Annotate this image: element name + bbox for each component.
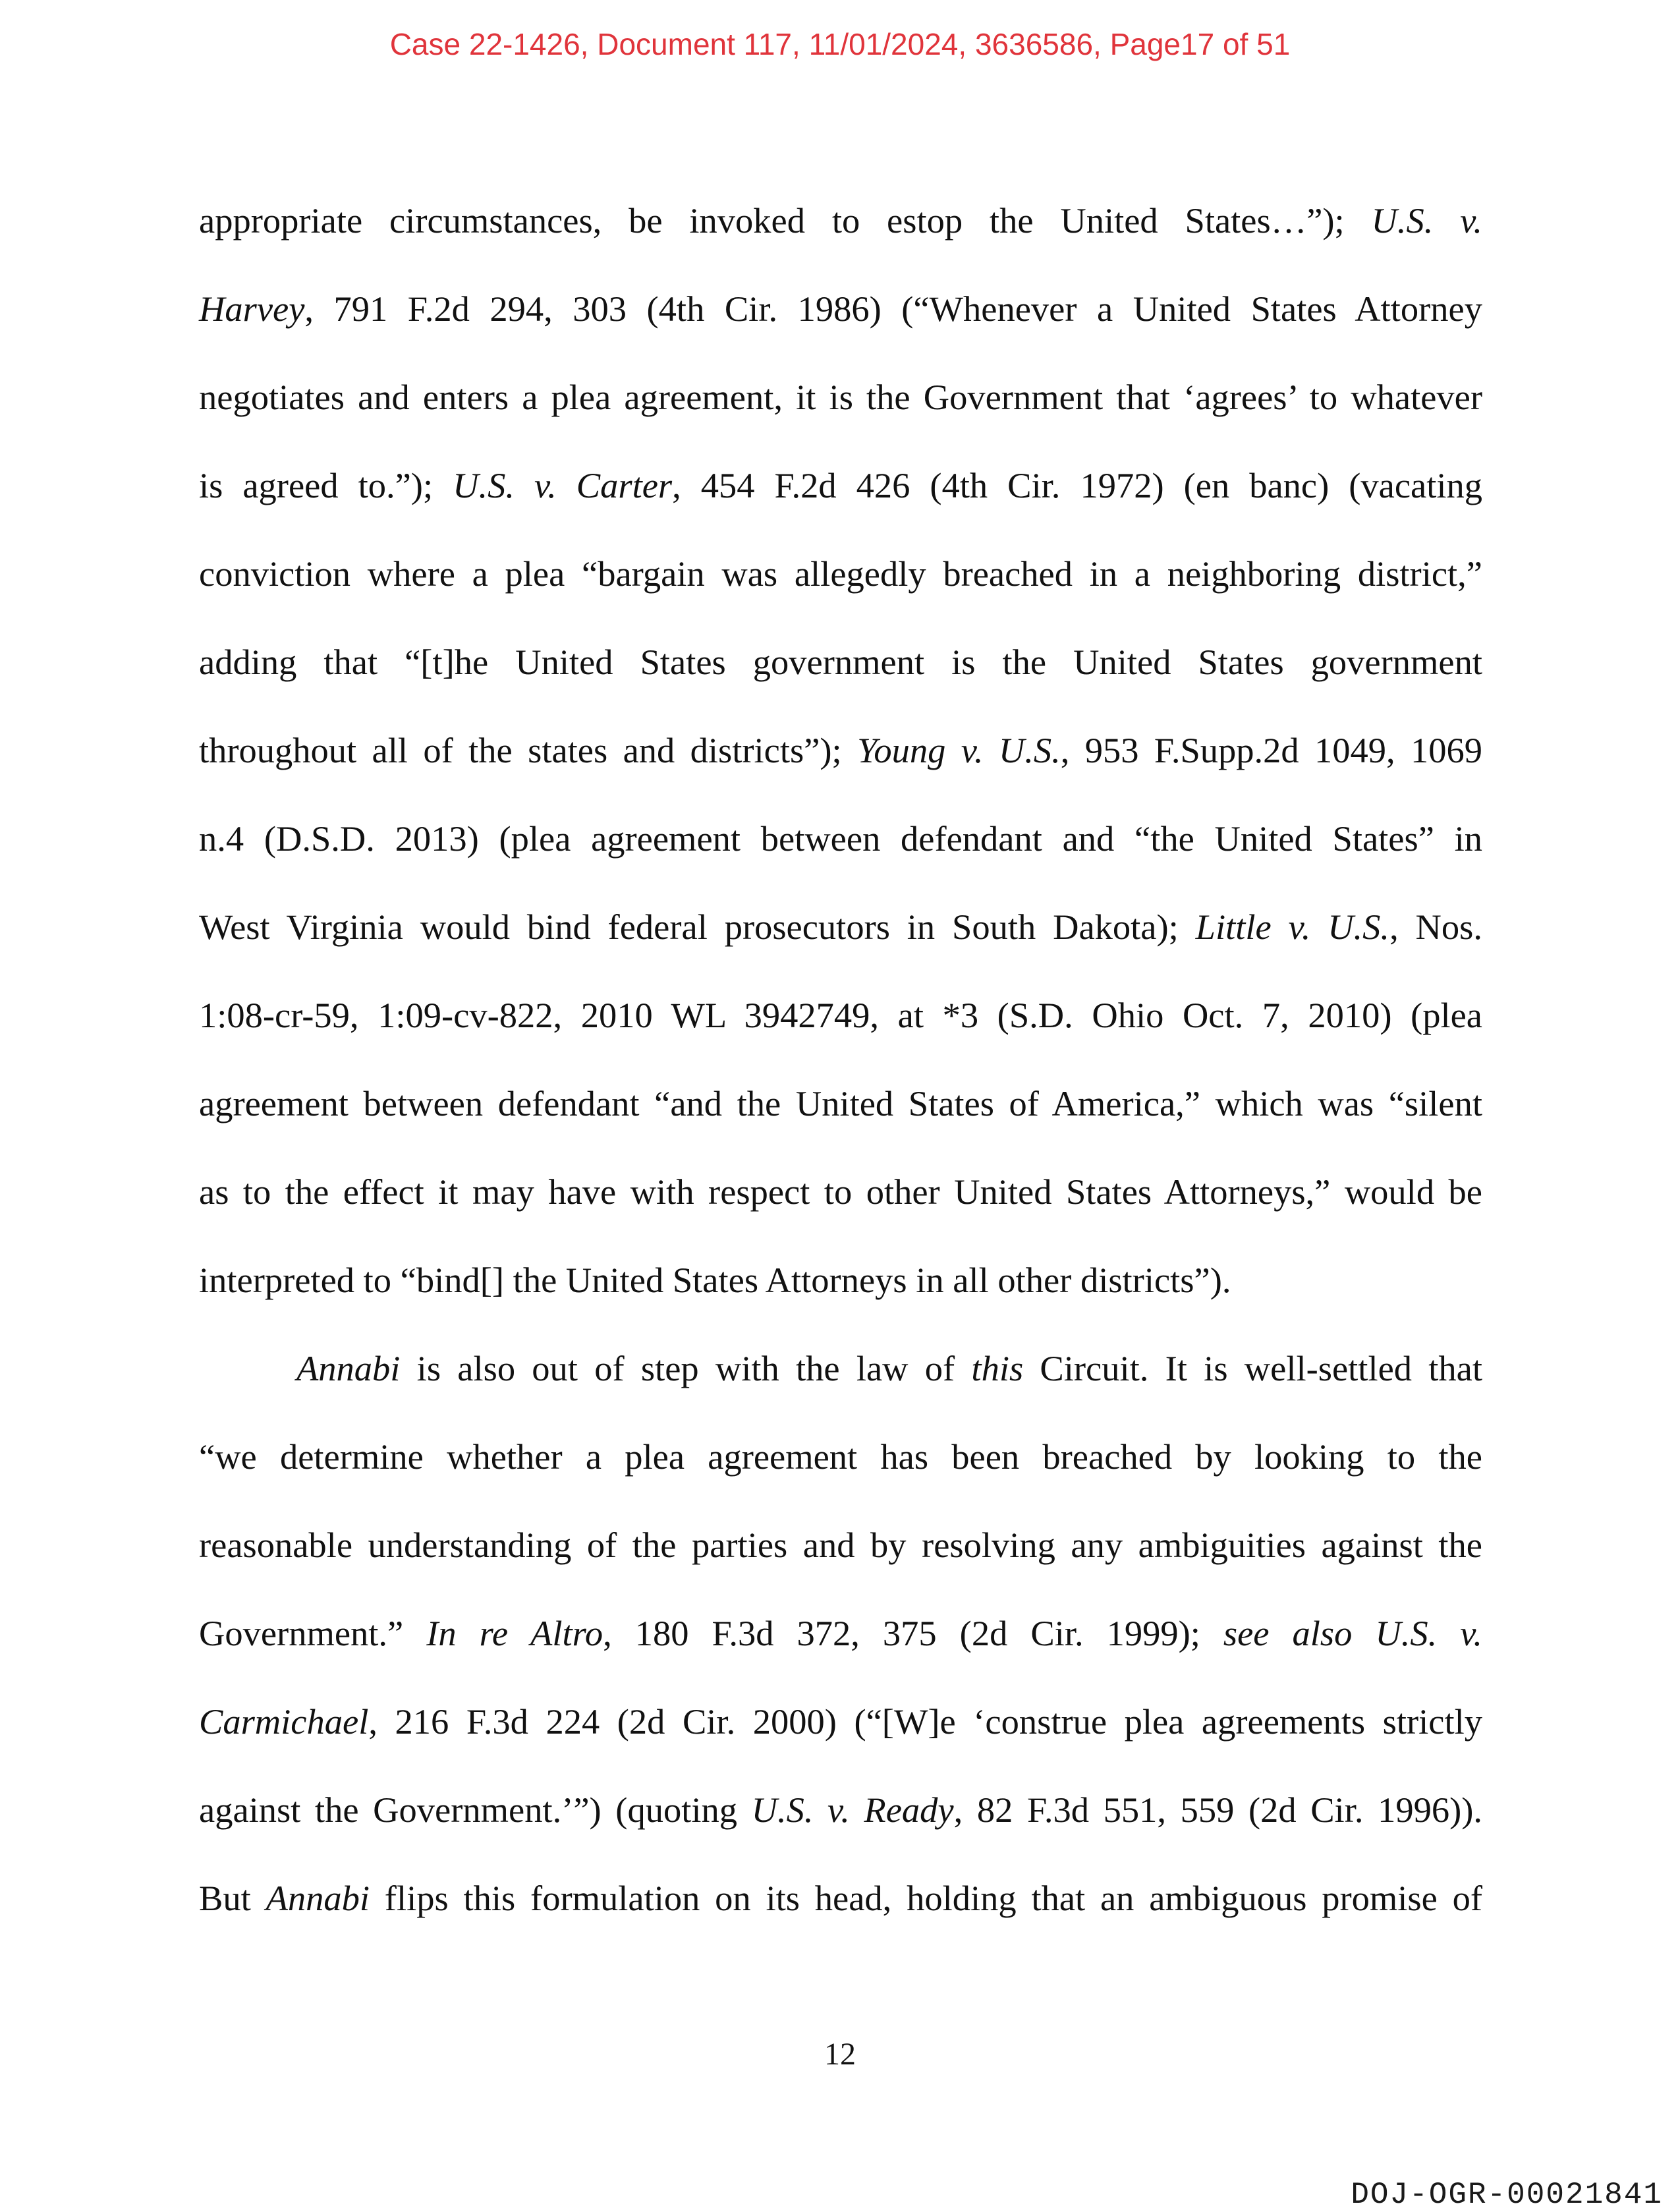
- text-line: [199, 191, 1482, 279]
- text-segment: , 180 F.3d 372, 375 (2d Cir. 1999);: [603, 1613, 1223, 1653]
- italic-citation: see also U.S. v.: [1223, 1613, 1482, 1653]
- italic-citation: U.S. v.: [1371, 200, 1482, 241]
- text-segment: n.4 (D.S.D. 2013) (plea agreement between defendant and “the United States” in: [199, 818, 1482, 859]
- text-segment: flips this formulation on its head, holding that an ambiguous promise of: [370, 1878, 1483, 1918]
- italic-citation: this: [971, 1348, 1024, 1388]
- italic-citation: U.S. v. Carter: [453, 465, 673, 505]
- text-segment: But: [199, 1878, 266, 1918]
- text-segment: “we determine whether a plea agreement has been breached by looking to the: [199, 1436, 1482, 1477]
- italic-citation: Young v. U.S.: [857, 730, 1061, 770]
- text-segment: adding that “[t]he United States government is the United States government: [199, 642, 1482, 682]
- text-line: [199, 1780, 1482, 1869]
- italic-citation: In re Altro: [426, 1613, 603, 1653]
- italic-citation: U.S. v. Ready: [751, 1790, 954, 1830]
- text-segment: Government.”: [199, 1613, 427, 1653]
- bates-number: DOJ-OGR-00021841: [1351, 2178, 1663, 2212]
- italic-citation: Harvey: [199, 289, 305, 329]
- text-line: [199, 633, 1482, 721]
- text-segment: , 454 F.2d 426 (4th Cir. 1972) (en banc) (vacating: [672, 465, 1482, 505]
- text-segment: as to the effect it may have with respect to other United States Attorneys,” would be: [199, 1172, 1482, 1212]
- text-line: [199, 1692, 1482, 1780]
- text-segment: throughout all of the states and districts”);: [199, 730, 858, 770]
- text-line: [199, 1339, 1482, 1427]
- text-line: [199, 1604, 1482, 1692]
- text-line: [199, 986, 1482, 1074]
- text-line: [199, 544, 1482, 633]
- text-line: [199, 279, 1482, 368]
- text-segment: reasonable understanding of the parties and by resolving any ambiguities against the: [199, 1525, 1482, 1565]
- italic-citation: Annabi: [266, 1878, 370, 1918]
- text-line: [199, 1251, 1482, 1339]
- text-segment: , 791 F.2d 294, 303 (4th Cir. 1986) (“Whenever a United States Attorney: [304, 289, 1482, 329]
- text-segment: Circuit. It is well-settled that: [1023, 1348, 1482, 1388]
- italic-citation: Carmichael: [199, 1701, 369, 1742]
- text-segment: 1:08-cr-59, 1:09-cv-822, 2010 WL 3942749, at *3 (S.D. Ohio Oct. 7, 2010) (plea: [199, 995, 1482, 1035]
- text-segment: agreement between defendant “and the United States of America,” which was “silent: [199, 1083, 1482, 1123]
- italic-citation: Little v. U.S.: [1195, 907, 1390, 947]
- case-header-stamp: Case 22-1426, Document 117, 11/01/2024, 3636586, Page17 of 51: [389, 27, 1291, 61]
- text-segment: negotiates and enters a plea agreement, it is the Government that ‘agrees’ to whatever: [199, 377, 1482, 417]
- text-line: [199, 1516, 1482, 1604]
- text-line: [199, 1427, 1482, 1516]
- text-line: [199, 1074, 1482, 1162]
- text-segment: interpreted to “bind[] the United States Attorneys in all other districts”).: [199, 1260, 1231, 1300]
- text-segment: appropriate circumstances, be invoked to estop the United States…”);: [199, 200, 1372, 241]
- text-segment: West Virginia would bind federal prosecutors in South Dakota);: [199, 907, 1196, 947]
- italic-citation: Annabi: [296, 1348, 401, 1388]
- text-line: [199, 809, 1482, 897]
- text-segment: , 953 F.Supp.2d 1049, 1069: [1060, 730, 1482, 770]
- text-segment: against the Government.’”) (quoting: [199, 1790, 752, 1830]
- text-segment: is also out of step with the law of: [400, 1348, 972, 1388]
- text-segment: is agreed to.”);: [199, 465, 453, 505]
- text-line: [199, 1869, 1482, 1957]
- text-line: [199, 897, 1482, 986]
- text-segment: , 82 F.3d 551, 559 (2d Cir. 1996)).: [953, 1790, 1482, 1830]
- body-text: [199, 191, 1482, 1957]
- text-segment: , Nos.: [1389, 907, 1482, 947]
- text-line: [199, 368, 1482, 456]
- text-line: [199, 721, 1482, 809]
- text-line: [199, 1162, 1482, 1251]
- text-segment: conviction where a plea “bargain was allegedly breached in a neighboring district,”: [199, 553, 1482, 594]
- text-line: [199, 456, 1482, 544]
- page-number: 12: [824, 2037, 856, 2072]
- text-segment: , 216 F.3d 224 (2d Cir. 2000) (“[W]e ‘construe plea agreements strictly: [368, 1701, 1482, 1742]
